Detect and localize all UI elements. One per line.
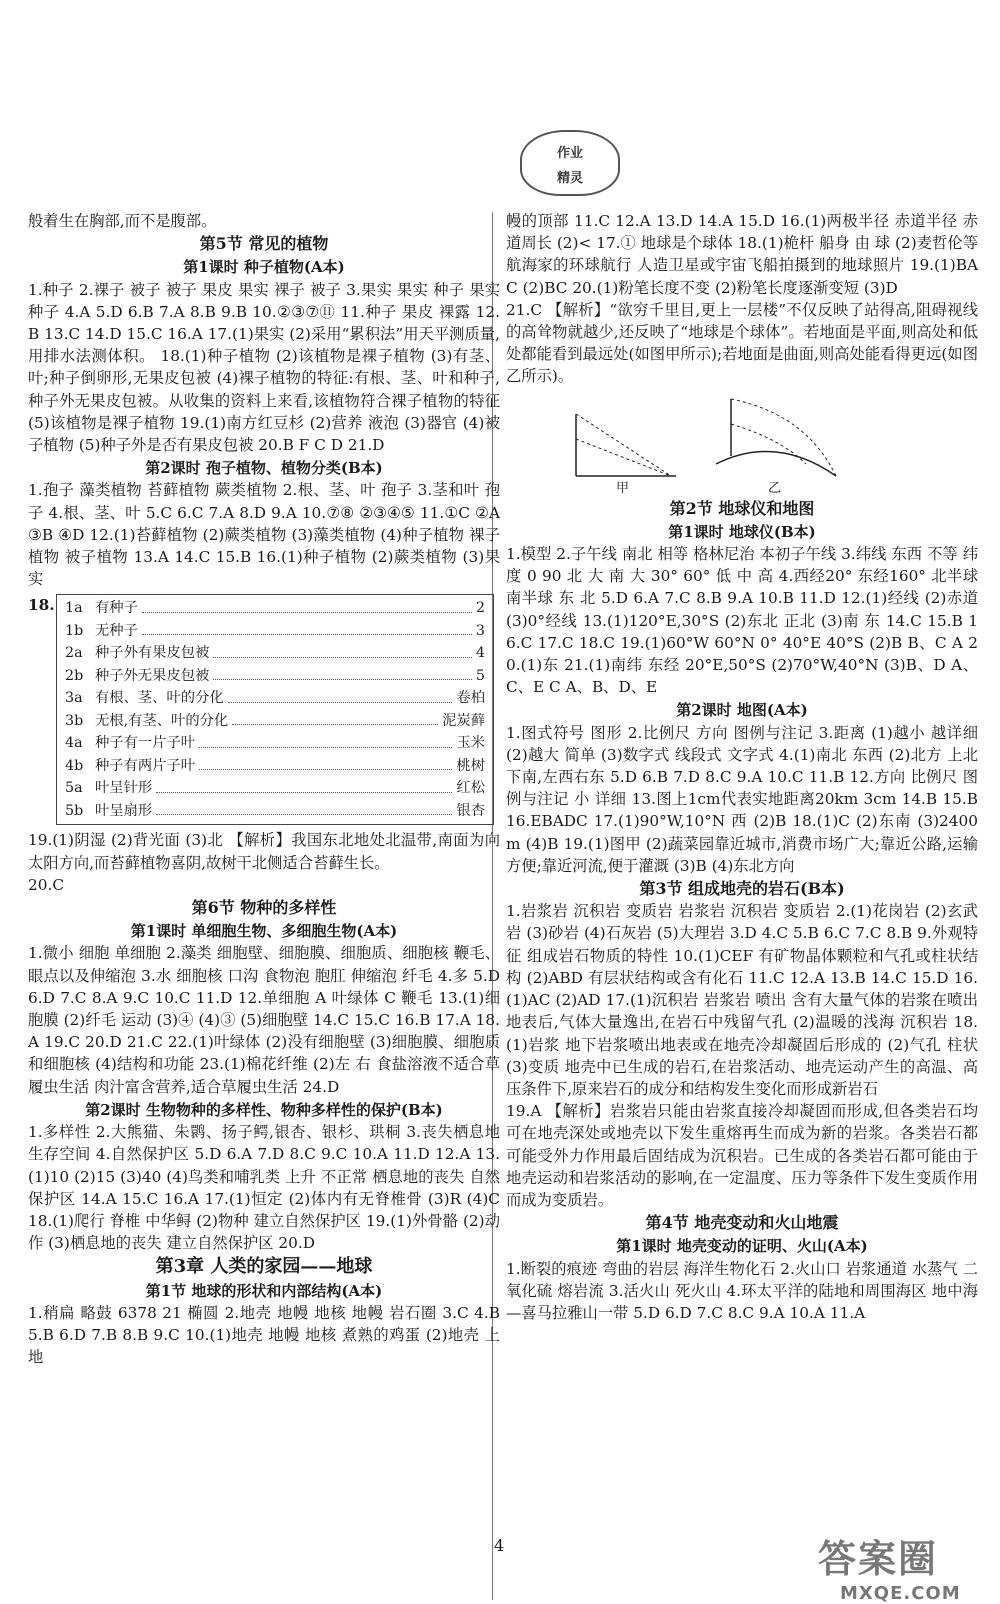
- figure-sight-lines: [506, 394, 978, 494]
- key-text: 有种子: [95, 600, 138, 617]
- key-code: 3a: [65, 690, 83, 707]
- answer-text: 1.断裂的痕迹 弯曲的岩层 海洋生物化石 2.火山口 岩浆通道 水蒸气 二氧化硫 熔岩流 3.活火山 死火山 4.环太平洋的陆地和周围海区 地中海—喜马拉雅山一带 5.D 6.D 7.C 8.C 9.A 10.A 11.A: [506, 1259, 978, 1322]
- watermark-logo: [818, 1528, 961, 1604]
- key-code: 1b: [65, 622, 84, 639]
- lesson-title: 第1课时 地球仪(B本): [668, 522, 816, 541]
- logo-text-bottom: 精灵: [556, 171, 583, 186]
- key-code: 4a: [65, 735, 83, 752]
- answer-text: 19.A 【解析】岩浆岩只能由岩浆直接冷却凝固而形成,但各类岩石均可在地壳深处或地壳以下发生重熔再生而成为新的岩浆。各类岩石都可能受外力作用最后固结成为沉积岩。已生成的各类岩石都可能由于地壳运动和岩浆活动的影响,在一定温度、压力等条件下发生变质作用而成为变质岩。: [506, 1102, 978, 1209]
- page-number: 4: [494, 1536, 505, 1555]
- key-row: [65, 687, 485, 710]
- key-result: 玉米: [456, 735, 485, 752]
- lesson-title: 第1节 地球的形状和内部结构(A本): [145, 1281, 383, 1300]
- key-result: 桃树: [456, 757, 485, 774]
- section-title: 第5节 常见的植物: [199, 234, 329, 254]
- key-result: 银杏: [456, 802, 485, 819]
- answer-text: 19.(1)阴湿 (2)背光面 (3)北 【解析】我国东北地处北温带,南面为向太阳方向,而苔藓植物喜阴,故树干北侧适合苔藓生长。: [28, 831, 500, 872]
- key-text: 种子外无果皮包被: [95, 667, 210, 684]
- brand-logo: [520, 130, 620, 196]
- key-row: [65, 597, 485, 620]
- key-code: 3b: [65, 712, 84, 729]
- answer-text: 21.C 【解析】“欲穷千里目,更上一层楼”不仅反映了站得高,阻碍视线的高耸物就越少,还反映了“地球是个球体”。若地面是平面,则高处和低处都能看到最远处(如图甲所示);若地面是曲面,则高处能看得更远(如图乙所示)。: [506, 300, 978, 386]
- lesson-title: 第2课时 孢子植物、植物分类(B本): [145, 459, 383, 478]
- answer-text: 幔的顶部 11.C 12.A 13.D 14.A 15.D 16.(1)两极半径 赤道半径 赤道周长 (2)< 17.① 地球是个球体 18.(1)桅杆 船身 由 球 (2)麦哲伦等航海家的环球航行 人造卫星或宇宙飞船拍摄到的地球照片 19.(1)BAC (2)BC 20.(1)粉笔长度不变 (2)粉笔长度逐渐变短 (3)D: [506, 212, 978, 297]
- intro-text: 般着生在胸部,而不是腹部。: [28, 212, 217, 230]
- section-title: 第2节 地球仪和地图: [669, 498, 815, 518]
- dichotomous-key: [28, 594, 500, 825]
- key-code: 5a: [65, 780, 83, 797]
- answer-text: 1.模型 2.子午线 南北 相等 格林尼治 本初子午线 3.纬线 东西 不等 纬度 0 90 北 大 南 大 30° 60° 低 中 高 4.西经20° 东经160° 北半球 南半球 东 北 5.D 6.A 7.C 8.B 9.A 10.B 11.D 12.(1)经线 (2)赤道 (3)0°经线 13.(1)120°E,30°S (2)东北 正北 (3)南 东 14.C 15.B 16.C 17.C 18.C 19.(1)60°W 60°N 0° 40°E 40°S (2)B B、C A 20.(1)东 21.(1)南纬 东经 20°E,50°S (2)70°W,40°N (3)B、D A、C、E C A、B、D、E: [506, 545, 978, 697]
- key-result: 4: [475, 645, 485, 662]
- figure-label-left: 甲: [616, 480, 630, 496]
- key-row: [65, 800, 485, 823]
- chapter-title: 第3章 人类的家园——地球: [155, 1256, 373, 1278]
- key-result: 3: [475, 622, 485, 639]
- watermark-url: MXQE.COM: [840, 1583, 961, 1604]
- key-text: 叶呈扇形: [95, 802, 153, 819]
- key-code: 4b: [65, 757, 84, 774]
- key-result: 卷柏: [456, 690, 485, 707]
- lesson-title: 第2课时 地图(A本): [676, 701, 808, 720]
- key-result: 5: [475, 667, 485, 684]
- logo-text-top: 作业: [556, 146, 583, 161]
- lesson-title: 第1课时 种子植物(A本): [183, 258, 345, 277]
- answer-text: 1.微小 细胞 单细胞 2.藻类 细胞壁、细胞膜、细胞质、细胞核 鞭毛、眼点以及伸缩泡 3.水 细胞核 口沟 食物泡 胞肛 伸缩泡 纤毛 4.多 5.D 6.D 7.C 8.A 9.C 10.C 11.D 12.单细胞 A 叶绿体 C 鞭毛 13.(1)细胞膜 (2)纤毛 运动 (3)④ (4)③ (5)细胞壁 14.C 15.C 16.B 17.A 18.A 19.C 20.D 21.C 22.(1)叶绿体 (2)没有细胞壁 (3)细胞膜、细胞质和细胞核 (4)结构和功能 23.(1)棉花纤维 (2)左 右 食盐溶液不适合草履虫生活 肉汁富含营养,适合草履虫生活 24.D: [28, 944, 500, 1096]
- key-result: 红松: [456, 780, 485, 797]
- key-text: 种子有一片子叶: [95, 735, 196, 752]
- left-column: [28, 210, 500, 1368]
- key-code: 2a: [65, 645, 83, 662]
- key-text: 种子外有果皮包被: [95, 645, 210, 662]
- key-row: [65, 710, 485, 733]
- key-result: 泥炭藓: [442, 712, 485, 729]
- watermark-text: 答案圈: [818, 1537, 939, 1581]
- question-number: 18.: [28, 596, 55, 615]
- answer-text: 1.种子 2.裸子 被子 被子 果皮 果实 裸子 被子 3.果实 果实 种子 果实 种子 4.A 5.D 6.B 7.A 8.B 9.B 10.②③⑦⑪ 11.种子 果皮 裸露 12.B 13.C 14.D 15.C 16.A 17.(1)果实 (2)采用“累积法”用天平测质量,用排水法测体积。 18.(1)种子植物 (2)该植物是裸子植物 (3)有茎、叶;种子倒卵形,无果皮包被 (4)裸子植物的特征:有根、茎、叶和种子,种子外无果皮包被。从收集的资料上来看,该植物符合裸子植物的特征 (5)该植物是裸子植物 19.(1)南方红豆杉 (2)营养 液泡 (3)器官 (4)被子植物 (5)种子外是否有果皮包被 20.B F C D 21.D: [28, 280, 500, 455]
- key-text: 无种子: [95, 622, 138, 639]
- answer-text: 1.稍扁 略鼓 6378 21 椭圆 2.地壳 地幔 地核 地幔 岩石圈 3.C 4.B 5.B 6.D 7.B 8.B 9.C 10.(1)地壳 地幔 地核 煮熟的鸡蛋 (2)地壳 上地: [28, 1303, 500, 1367]
- key-text: 有根、茎、叶的分化: [95, 690, 224, 707]
- answer-text: 1.图式符号 图形 2.比例尺 方向 图例与注记 3.距离 (1)越小 越详细 (2)越大 简单 (3)数字式 线段式 文字式 4.(1)南北 东西 (2)北方 上北下南,左西右东 5.D 6.B 7.D 8.C 9.A 10.C 11.B 12.方向 比例尺 图例与注记 小 详细 13.图上1cm代表实地距离20km 3cm 14.B 15.B 16.EBADC 17.(1)90°W,10°N 西 (2)B 18.(1)C (2)东南 (3)2400m (4)B 19.(1)图甲 (2)蔬菜园靠近城市,消费市场广大;靠近公路,运输方便;靠近河流,便于灌溉 (3)B (4)东北方向: [506, 723, 978, 875]
- answer-text: 20.C: [28, 875, 65, 894]
- answer-text: 1.多样性 2.大熊猫、朱鹮、扬子鳄,银杏、银杉、珙桐 3.丧失栖息地 生存空间 4.自然保护区 5.D 6.A 7.D 8.C 9.C 10.A 11.D 12.A 13.(1)10 (2)15 (3)40 (4)鸟类和哺乳类 上升 不正常 栖息地的丧失 自然保护区 14.A 15.C 16.A 17.(1)恒定 (2)体内有无脊椎骨 (3)R (4)C 18.(1)爬行 脊椎 中华鲟 (2)物种 建立自然保护区 19.(1)外骨骼 (2)动作 (3)栖息地的丧失 建立自然保护区 20.D: [28, 1123, 500, 1253]
- key-table: [56, 594, 494, 825]
- lesson-title: 第2课时 生物物种的多样性、物种多样性的保护(B本): [85, 1100, 443, 1119]
- lesson-title: 第1课时 单细胞生物、多细胞生物(A本): [130, 922, 398, 941]
- section-title: 第3节 组成地壳的岩石(B本): [639, 879, 845, 899]
- key-row: [65, 665, 485, 688]
- answer-text: 1.岩浆岩 沉积岩 变质岩 岩浆岩 沉积岩 变质岩 2.(1)花岗岩 (2)玄武岩 (3)砂岩 (4)石灰岩 (5)大理岩 3.D 4.C 5.B 6.C 7.C 8.B 9.外观特征 组成岩石物质的特性 10.(1)CEF 有矿物晶体颗粒和气孔或柱状结构 (2)ABD 有层状结构或含有化石 11.C 12.A 13.B 14.C 15.D 16.(1)AC (2)AD 17.(1)沉积岩 岩浆岩 喷出 含有大量气体的岩浆在喷出地表后,气体大量逸出,在岩石中残留气孔 (2)温暖的浅海 沉积岩 18.(1)岩浆 地下岩浆喷出地表或在地壳冷却凝固后形成的 (2)气孔 柱状 (3)变质 地壳中已生成的岩石,在岩浆活动、地壳运动产生的高温、高压条件下,原来岩石的成分和结构发生变化而形成新岩石: [506, 902, 978, 1098]
- key-code: 2b: [65, 667, 84, 684]
- key-text: 种子有两片子叶: [95, 757, 196, 774]
- lesson-title: 第1课时 地壳变动的证明、火山(A本): [616, 1237, 868, 1256]
- key-code: 1a: [65, 600, 83, 617]
- figure-diagram: [506, 394, 978, 494]
- right-column: [506, 210, 978, 1324]
- key-row: [65, 732, 485, 755]
- section-title: 第6节 物种的多样性: [191, 898, 337, 918]
- section-title: 第4节 地壳变动和火山地震: [645, 1213, 839, 1233]
- key-result: 2: [475, 600, 485, 617]
- key-row: [65, 755, 485, 778]
- key-row: [65, 777, 485, 800]
- key-code: 5b: [65, 802, 84, 819]
- figure-label-right: 乙: [768, 480, 782, 496]
- key-text: 叶呈针形: [95, 780, 153, 797]
- key-row: [65, 642, 485, 665]
- key-text: 无根,有茎、叶的分化: [95, 712, 229, 729]
- key-row: [65, 620, 485, 643]
- answer-text: 1.孢子 藻类植物 苔藓植物 蕨类植物 2.根、茎、叶 孢子 3.茎和叶 孢子 4.根、茎、叶 5.C 6.C 7.A 8.D 9.A 10.⑦⑧ ②③④⑤ 11.①C ②A ③B ④D 12.(1)苔藓植物 (2)蕨类植物 (3)藻类植物 (4)种子植物 裸子植物 被子植物 13.A 14.C 15.B 16.(1)种子植物 (2)蕨类植物 (3)果实: [28, 481, 500, 589]
